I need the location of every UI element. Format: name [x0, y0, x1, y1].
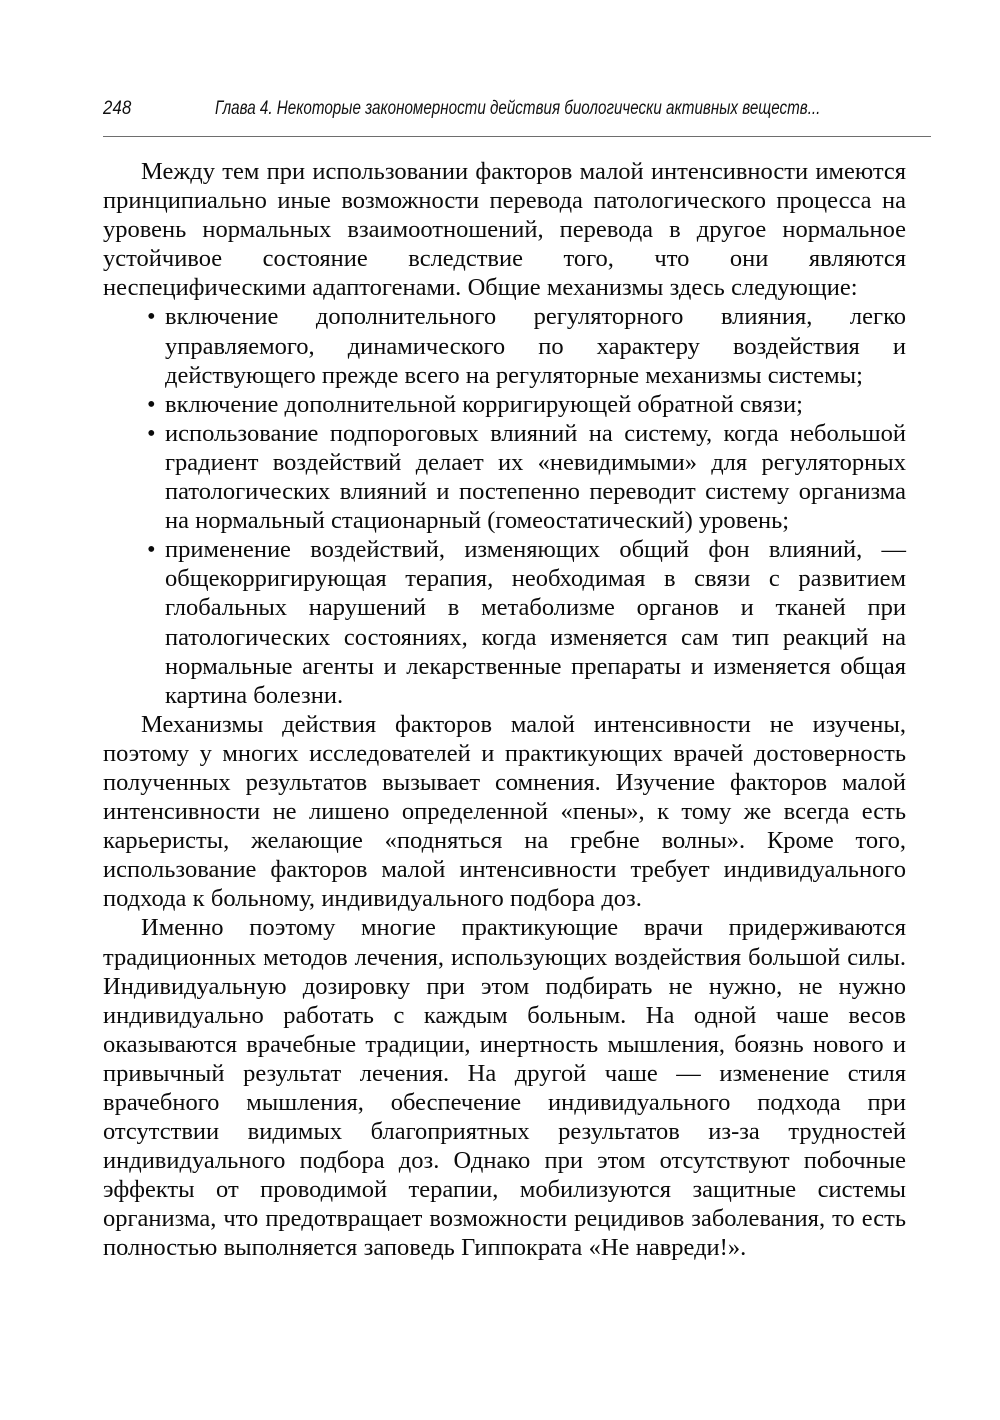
list-item — [103, 302, 906, 389]
paragraph-3: Именно поэтому многие практикующие врачи придерживаются традиционных методов лечения, использующих воздействия большой силы. Индивидуальную дозировку при этом подбирать не нужно, не нужно индивидуально работать с каждым больным. На одной чаше весов оказываются врачебные традиции, инертность мышления, боязнь нового и привычный результат лечения. На другой чаше — изменение стиля врачебного мышления, обеспечение индивидуального подхода при отсутствии видимых благоприятных результатов из-за трудностей индивидуального подбора доз. Однако при этом отсутствуют побочные эффекты от проводимой терапии, мобилизуются защитные системы организма, что предотвращает возможности рецидивов заболевания, то есть полностью выполняется заповедь Гиппократа «Не навреди!». — [103, 914, 906, 1262]
list-item — [103, 535, 906, 710]
page-number: 248 — [103, 98, 132, 119]
header-divider-rule — [103, 136, 931, 137]
paragraph-2: Механизмы действия факторов малой интенсивности не изучены, поэтому у многих исследователей и практикующих врачей достоверность полученных результатов вызывает сомнения. Изучение факторов малой интенсивности не лишено определенной «пены», к тому же всегда есть карьеристы, желающие «подняться на гребне волны». Кроме того, использование факторов малой интенсивности требует индивидуального подхода к больному, индивидуального подбора доз. — [103, 710, 906, 913]
list-item-text: использование подпороговых влияний на систему, когда небольшой градиент воздействий делает их «невидимыми» для регуляторных патологических влияний и постепенно переводит систему организма на нормальный стационарный (гомеостатический) уровень; — [165, 419, 906, 535]
list-item — [103, 419, 906, 535]
list-item-text: включение дополнительной корригирующей обратной связи; — [165, 390, 803, 418]
bullet-dot-icon: • — [147, 303, 156, 331]
bullet-list — [103, 302, 906, 709]
bullet-dot-icon: • — [147, 536, 156, 564]
running-head — [103, 98, 930, 124]
list-item — [103, 390, 906, 419]
bullet-dot-icon: • — [147, 419, 156, 447]
chapter-running-title: Глава 4. Некоторые закономерности действия биологически активных веществ... — [215, 98, 821, 119]
bullet-dot-icon: • — [147, 390, 156, 418]
paragraph-1: Между тем при использовании факторов малой интенсивности имеются принципиально иные возможности перевода патологического процесса на уровень нормальных взаимоотношений, перевода в другое нормальное устойчивое состояние вследствие того, что они являются неспецифическими адаптогенами. Общие механизмы здесь следующие: — [103, 158, 906, 302]
list-item-text: включение дополнительного регуляторного влияния, легко управляемого, динамического по характеру воздействия и действующего прежде всего на регуляторные механизмы системы; — [165, 303, 906, 389]
body-text-block — [103, 157, 906, 1263]
list-item-text: применение воздействий, изменяющих общий фон влияний, — общекорригирующая терапия, необходимая в связи с развитием глобальных нарушений в метаболизме органов и тканей при патологических состояниях, когда изменяется сам тип реакций на нормальные агенты и лекарственные препараты и изменяется общая картина болезни. — [165, 536, 906, 709]
